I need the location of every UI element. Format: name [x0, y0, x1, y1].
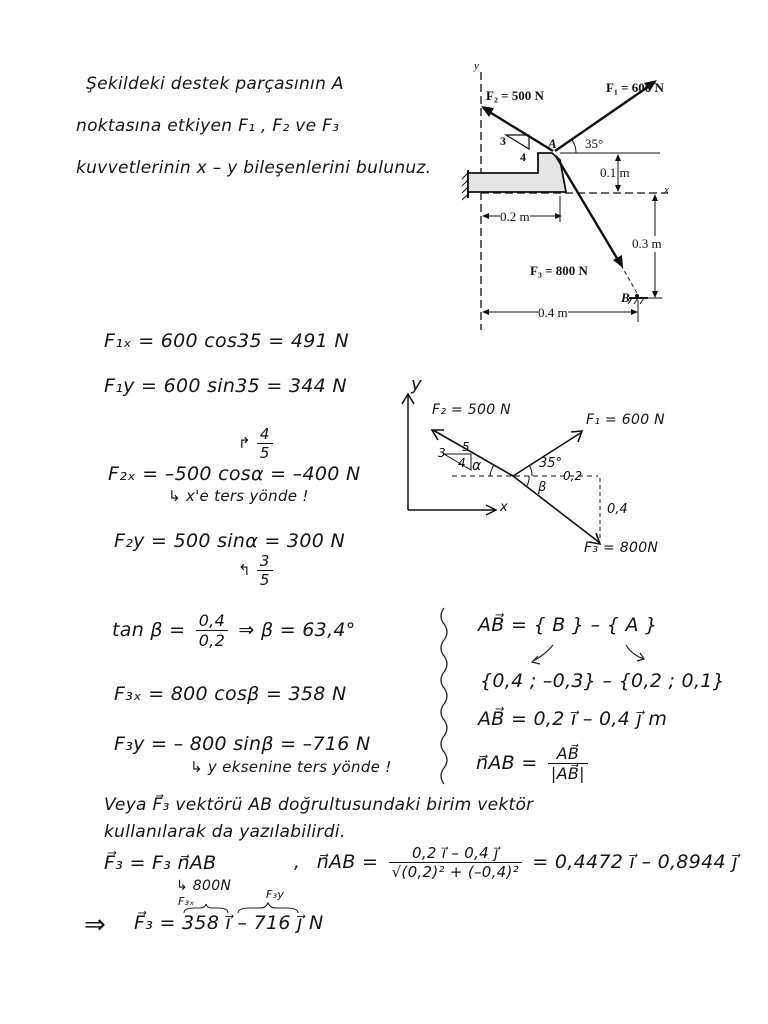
figure-point-b: B [621, 290, 630, 305]
figure-dim-01: 0.1 m [600, 165, 630, 180]
note-f2x: ↳ x'e ters yönde ! [168, 487, 309, 505]
eq-final: F⃗₃ = 358 i⃗ – 716 j⃗ N [134, 912, 324, 934]
sketch-y-label: y [411, 374, 422, 395]
figure-x-label: x [664, 184, 669, 196]
figure-dim-04: 0.4 m [538, 305, 568, 320]
figure-dim-02: 0.2 m [500, 209, 530, 224]
problem-line-3: kuvvetlerinin x – y bileşenlerini bulunuz. [76, 158, 432, 178]
eq-nab-full: , n⃗AB = $\frac{0,2 i⃗ - 0,4 j⃗}{\text{√(0,2)² + (–0,4)²}}$ = 0,4472 i⃗ – 0,8944 j⃗ [294, 844, 738, 881]
figure-f1-label: F₁ = 600 N [606, 80, 664, 95]
note-f3y: ↳ y eksenine ters yönde ! [190, 758, 392, 776]
sketch-dy: 0,4 [607, 502, 628, 517]
sin-fraction: ↰ $\frac{3}{5}$ [238, 552, 277, 589]
eq-f3-vector: F⃗₃ = F₃ n⃗AB [104, 852, 217, 874]
figure-dim-03: 0.3 m [632, 236, 662, 251]
figure-point-a: A [548, 136, 557, 151]
sketch-f2-label: F₂ = 500 N [432, 402, 511, 418]
figure-f2-label: F₂ = 500 N [486, 88, 544, 103]
brace-label-f3y: F₃y [266, 888, 285, 901]
sketch-slope-4: 4 [458, 456, 466, 470]
eq-f1y: F₁y = 600 sin35 = 344 N [104, 375, 347, 397]
brace-label-f3x: F₃ₓ [178, 895, 195, 908]
alt-line-1: Veya F⃗₃ vektörü AB doğrultusundaki birim vektör [104, 795, 534, 815]
eq-ab-def: AB⃗ = { B } – { A } [478, 614, 658, 636]
sketch-alpha: α [472, 458, 482, 474]
eq-f3x: F₃ₓ = 800 cosβ = 358 N [114, 683, 347, 705]
sketch-beta: β [538, 480, 547, 495]
figure-f3-label: F₃ = 800 N [530, 263, 588, 278]
sketch-f1-label: F₁ = 600 N [586, 412, 665, 428]
sketch-angle: 35° [539, 456, 563, 471]
eq-nab: n⃗AB = $\frac{AB⃗}{|AB⃗|}$ [476, 744, 592, 783]
alt-line-2: kullanılarak da yazılabilirdi. [104, 822, 346, 842]
sketch-slope-3: 3 [438, 446, 446, 460]
eq-f3y: F₃y = – 800 sinβ = –716 N [114, 733, 371, 755]
eq-ab-values: {0,4 ; –0,3} – {0,2 ; 0,1} [480, 670, 726, 692]
cos-fraction: ↱ $\frac{4}{5}$ [238, 425, 277, 462]
problem-line-1: Şekildeki destek parçasının A [86, 74, 344, 94]
sketch-x-label: x [500, 500, 508, 515]
note-f3-magnitude: ↳ 800N [176, 878, 232, 894]
eq-ab-result: AB⃗ = 0,2 i⃗ – 0,4 j⃗ m [478, 708, 668, 730]
sketch-f3-label: F₃ = 800N [584, 540, 659, 556]
figure-slope-4: 4 [520, 150, 526, 164]
eq-tan-beta: tan β = $\frac{0,4}{0,2}$ ⇒ β = 63,4° [112, 611, 356, 650]
eq-f2x: F₂ₓ = –500 cosα = –400 N [108, 463, 361, 485]
figure-y-label: y [474, 60, 479, 72]
eq-f1x: F₁ₓ = 600 cos35 = 491 N [104, 330, 349, 352]
figure-angle: 35° [585, 136, 604, 151]
sketch-slope-5: 5 [462, 440, 470, 454]
figure-slope-3: 3 [500, 134, 506, 148]
problem-line-2: noktasına etkiyen F₁ , F₂ ve F₃ [76, 116, 340, 136]
eq-f2y: F₂y = 500 sinα = 300 N [114, 530, 345, 552]
final-arrow-icon: ⇒ [84, 910, 107, 940]
sketch-dx: 0,2 [563, 469, 583, 483]
